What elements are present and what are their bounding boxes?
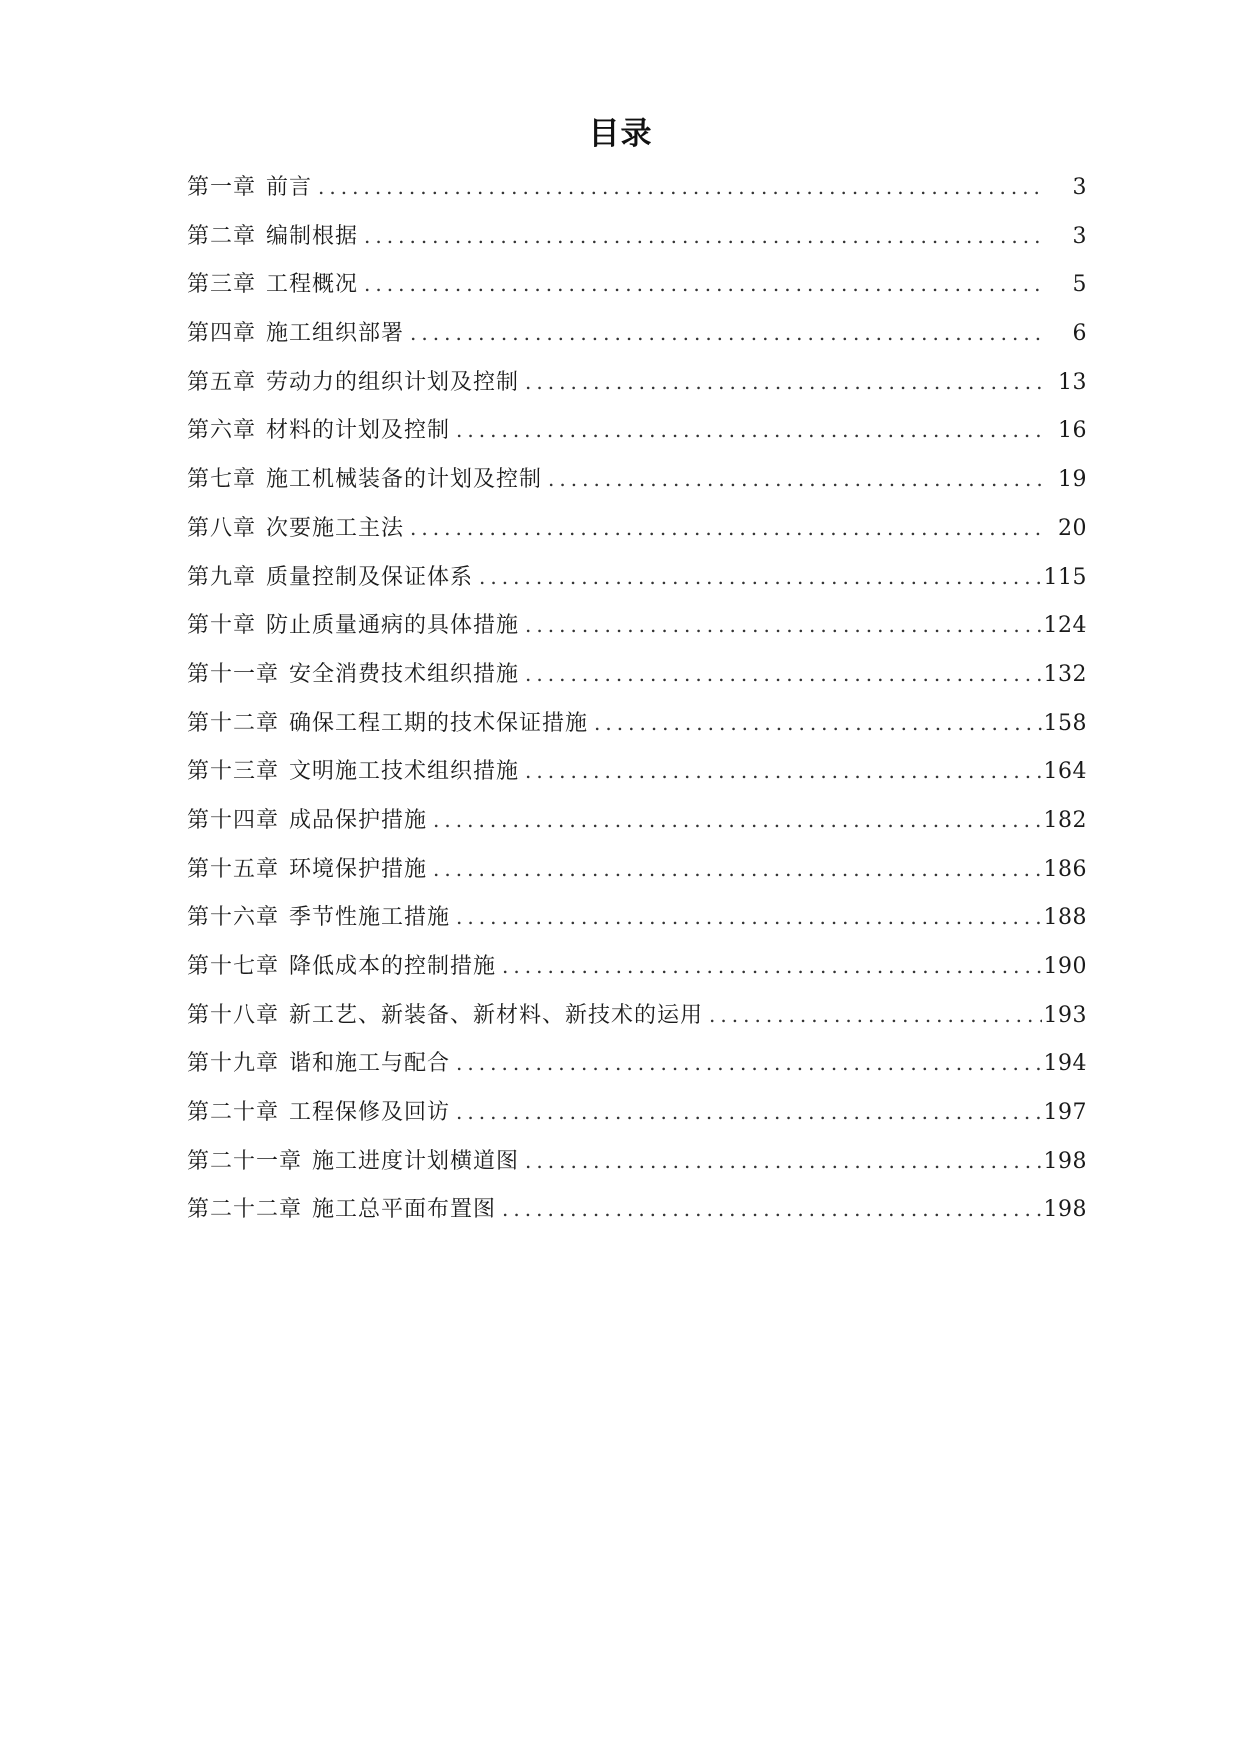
page-number: 197 bbox=[1043, 1100, 1087, 1126]
chapter-number: 第十三章 bbox=[187, 759, 280, 785]
toc-list bbox=[187, 170, 1087, 1241]
dot-leader bbox=[456, 1051, 1041, 1075]
page-number: 16 bbox=[1058, 418, 1087, 444]
chapter-number: 第十九章 bbox=[187, 1051, 280, 1077]
chapter-title: 施工组织部署 bbox=[266, 321, 405, 347]
chapter-number: 第十一章 bbox=[187, 661, 280, 687]
chapter-number: 第八章 bbox=[187, 515, 257, 541]
page-number: 186 bbox=[1043, 856, 1087, 882]
entry-label bbox=[187, 949, 496, 980]
entry-label bbox=[187, 1095, 450, 1126]
toc-entry[interactable] bbox=[187, 1095, 1087, 1144]
chapter-title: 环境保护措施 bbox=[289, 856, 428, 882]
chapter-title: 防止质量通病的具体措施 bbox=[266, 613, 520, 639]
toc-entry[interactable] bbox=[187, 267, 1087, 316]
page-number: 193 bbox=[1043, 1002, 1087, 1028]
entry-label bbox=[187, 413, 450, 444]
toc-entry[interactable] bbox=[187, 365, 1087, 414]
chapter-title: 文明施工技术组织措施 bbox=[289, 759, 520, 785]
entry-label bbox=[187, 803, 427, 834]
entry-label bbox=[187, 1192, 496, 1223]
page-number: 13 bbox=[1058, 369, 1087, 395]
toc-entry[interactable] bbox=[187, 1144, 1087, 1193]
toc-entry[interactable] bbox=[187, 560, 1087, 609]
chapter-title: 材料的计划及控制 bbox=[266, 418, 451, 444]
toc-entry[interactable] bbox=[187, 900, 1087, 949]
page-number: 188 bbox=[1043, 905, 1087, 931]
chapter-number: 第二章 bbox=[187, 223, 257, 249]
dot-leader bbox=[433, 808, 1041, 832]
dot-leader bbox=[318, 175, 1045, 199]
page-number: 115 bbox=[1043, 564, 1087, 590]
toc-entry[interactable] bbox=[187, 462, 1087, 511]
dot-leader bbox=[364, 224, 1045, 248]
dot-leader bbox=[433, 857, 1041, 881]
page-number: 6 bbox=[1072, 321, 1087, 347]
chapter-title: 安全消费技术组织措施 bbox=[289, 661, 520, 687]
chapter-number: 第二十一章 bbox=[187, 1148, 303, 1174]
chapter-number: 第六章 bbox=[187, 418, 257, 444]
dot-leader bbox=[456, 418, 1045, 442]
chapter-title: 劳动力的组织计划及控制 bbox=[266, 369, 520, 395]
toc-entry[interactable] bbox=[187, 754, 1087, 803]
chapter-number: 第九章 bbox=[187, 564, 257, 590]
toc-entry[interactable] bbox=[187, 852, 1087, 901]
chapter-title: 施工机械装备的计划及控制 bbox=[266, 467, 543, 493]
toc-entry[interactable] bbox=[187, 219, 1087, 268]
entry-label bbox=[187, 754, 519, 785]
page-number: 124 bbox=[1043, 613, 1087, 639]
chapter-title: 季节性施工措施 bbox=[289, 905, 451, 931]
chapter-number: 第二十二章 bbox=[187, 1197, 303, 1223]
toc-entry[interactable] bbox=[187, 657, 1087, 706]
toc-entry[interactable] bbox=[187, 1192, 1087, 1241]
toc-entry[interactable] bbox=[187, 170, 1087, 219]
chapter-title: 次要施工主法 bbox=[266, 515, 405, 541]
dot-leader bbox=[364, 272, 1045, 296]
entry-label bbox=[187, 316, 404, 347]
entry-label bbox=[187, 657, 519, 688]
toc-entry[interactable] bbox=[187, 803, 1087, 852]
toc-title: 目录 bbox=[588, 116, 653, 152]
page-number: 194 bbox=[1043, 1051, 1087, 1077]
entry-label bbox=[187, 267, 358, 298]
chapter-number: 第十六章 bbox=[187, 905, 280, 931]
page-number: 182 bbox=[1043, 807, 1087, 833]
chapter-number: 第二十章 bbox=[187, 1100, 280, 1126]
toc-entry[interactable] bbox=[187, 511, 1087, 560]
page-number: 198 bbox=[1043, 1148, 1087, 1174]
entry-label bbox=[187, 511, 404, 542]
chapter-number: 第十五章 bbox=[187, 856, 280, 882]
chapter-number: 第七章 bbox=[187, 467, 257, 493]
toc-entry[interactable] bbox=[187, 316, 1087, 365]
chapter-title: 确保工程工期的技术保证措施 bbox=[289, 710, 589, 736]
entry-label bbox=[187, 1046, 450, 1077]
dot-leader bbox=[525, 759, 1041, 783]
entry-label bbox=[187, 852, 427, 883]
chapter-title: 编制根据 bbox=[266, 223, 359, 249]
dot-leader bbox=[525, 613, 1041, 637]
chapter-title: 谐和施工与配合 bbox=[289, 1051, 451, 1077]
toc-entry[interactable] bbox=[187, 608, 1087, 657]
dot-leader bbox=[548, 467, 1045, 491]
dot-leader bbox=[410, 516, 1045, 540]
chapter-title: 成品保护措施 bbox=[289, 807, 428, 833]
chapter-title: 施工总平面布置图 bbox=[312, 1197, 497, 1223]
chapter-number: 第十四章 bbox=[187, 807, 280, 833]
page-number: 164 bbox=[1043, 759, 1087, 785]
toc-entry[interactable] bbox=[187, 998, 1087, 1047]
entry-label bbox=[187, 706, 588, 737]
chapter-number: 第十七章 bbox=[187, 954, 280, 979]
page-number: 5 bbox=[1072, 272, 1087, 298]
dot-leader bbox=[525, 1149, 1041, 1173]
entry-label bbox=[187, 462, 542, 493]
dot-leader bbox=[594, 711, 1041, 735]
chapter-title: 工程概况 bbox=[266, 272, 359, 298]
dot-leader bbox=[502, 1197, 1041, 1221]
chapter-number: 第一章 bbox=[187, 175, 257, 200]
chapter-number: 第四章 bbox=[187, 321, 257, 347]
entry-label bbox=[187, 608, 519, 639]
entry-label bbox=[187, 365, 519, 396]
chapter-number: 第三章 bbox=[187, 272, 257, 298]
page-number: 198 bbox=[1043, 1197, 1087, 1223]
entry-label bbox=[187, 1144, 519, 1175]
chapter-number: 第十八章 bbox=[187, 1002, 280, 1028]
dot-leader bbox=[456, 905, 1041, 929]
chapter-title: 前言 bbox=[266, 175, 313, 200]
page-number: 3 bbox=[1072, 175, 1087, 200]
dot-leader bbox=[525, 662, 1041, 686]
toc-entry[interactable] bbox=[187, 706, 1087, 755]
entry-label bbox=[187, 900, 450, 931]
entry-label bbox=[187, 170, 312, 201]
page-number: 19 bbox=[1058, 467, 1087, 493]
entry-label bbox=[187, 560, 473, 591]
page-number: 20 bbox=[1058, 515, 1087, 541]
page-number: 3 bbox=[1072, 223, 1087, 249]
dot-leader bbox=[525, 370, 1045, 394]
toc-entry[interactable] bbox=[187, 413, 1087, 462]
chapter-number: 第十章 bbox=[187, 613, 257, 639]
dot-leader bbox=[456, 1100, 1041, 1124]
toc-entry[interactable] bbox=[187, 1046, 1087, 1095]
chapter-number: 第十二章 bbox=[187, 710, 280, 736]
dot-leader bbox=[479, 565, 1041, 589]
dot-leader bbox=[410, 321, 1045, 345]
chapter-title: 施工进度计划横道图 bbox=[312, 1148, 520, 1174]
page-number: 132 bbox=[1043, 661, 1087, 687]
dot-leader bbox=[502, 954, 1041, 978]
entry-label bbox=[187, 998, 703, 1029]
toc-entry[interactable] bbox=[187, 949, 1087, 998]
page-number: 190 bbox=[1043, 954, 1087, 979]
chapter-title: 质量控制及保证体系 bbox=[266, 564, 474, 590]
chapter-title: 降低成本的控制措施 bbox=[289, 954, 497, 979]
page-number: 158 bbox=[1043, 710, 1087, 736]
chapter-title: 新工艺、新装备、新材料、新技术的运用 bbox=[289, 1002, 704, 1028]
chapter-number: 第五章 bbox=[187, 369, 257, 395]
entry-label bbox=[187, 219, 358, 250]
dot-leader bbox=[709, 1003, 1041, 1027]
chapter-title: 工程保修及回访 bbox=[289, 1100, 451, 1126]
